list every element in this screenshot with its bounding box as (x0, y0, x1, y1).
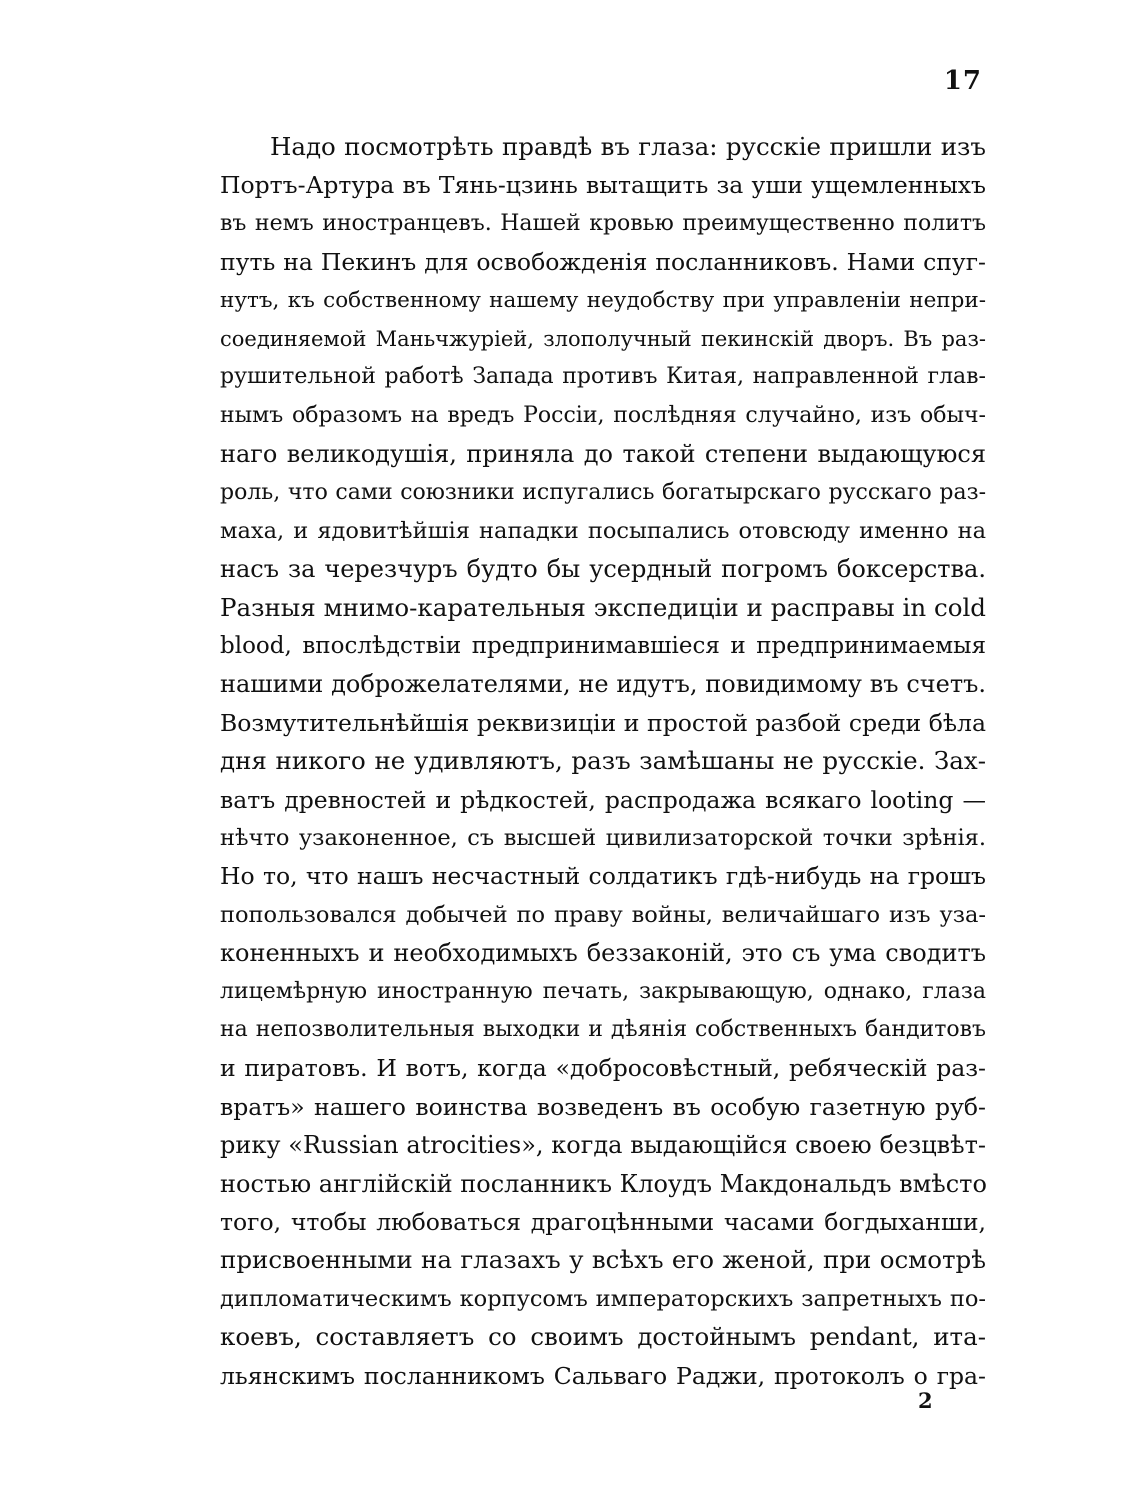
text-line: въ немъ иностранцевъ. Нашей кровью преимущественно политъ (220, 210, 986, 236)
text-line: льянскимъ посланникомъ Сальваго Раджи, протоколъ о гра- (220, 1361, 986, 1390)
text-line: роль, что сами союзники испугались богатырскаго русскаго раз- (220, 479, 986, 505)
body-text (220, 128, 986, 1395)
text-line: нашими доброжелателями, не идутъ, повидимому въ счетъ. (220, 670, 986, 699)
text-line: присвоенными на глазахъ у всѣхъ его женой, при осмотрѣ (220, 1245, 986, 1275)
text-line: Разныя мнимо-карательныя экспедиціи и расправы in cold (220, 592, 986, 622)
text-line: рику «Russian atrocities», когда выдающійся своею безцвѣт- (220, 1131, 986, 1160)
text-line: коненныхъ и необходимыхъ беззаконій, это съ ума сводитъ (220, 939, 986, 968)
page-number: 17 (943, 66, 982, 96)
text-line: путь на Пекинъ для освобожденія посланниковъ. Нами спуг- (220, 248, 986, 277)
text-line: лицемѣрную иностранную печать, закрывающую, однако, глаза (220, 978, 986, 1004)
text-line: Надо посмотрѣть правдѣ въ глаза: русскіе пришли изъ (270, 132, 986, 161)
text-line: маха, и ядовитѣйшія нападки посыпались отовсюду именно на (220, 517, 986, 544)
text-line: на непозволительныя выходки и дѣянія собственныхъ бандитовъ (220, 1016, 986, 1042)
text-line: и пиратовъ. И вотъ, когда «добросовѣстный, ребяческій раз- (220, 1054, 986, 1083)
text-line: вратъ» нашего воинства возведенъ въ особую газетную руб- (220, 1092, 986, 1121)
text-line: насъ за черезчуръ будто бы усердный погромъ боксерства. (220, 555, 986, 584)
signature-mark: 2 (918, 1388, 933, 1413)
text-line: дня никого не удивляютъ, разъ замѣшаны не русскіе. Зах- (220, 746, 986, 776)
text-line: нутъ, къ собственному нашему неудобству при управленіи непри- (220, 287, 986, 313)
text-line: того, чтобы любоваться драгоцѣнными часами богдыханши, (220, 1207, 986, 1236)
text-line: дипломатическимъ корпусомъ императорскихъ запретныхъ по- (220, 1285, 986, 1312)
text-line: ватъ древностей и рѣдкостей, распродажа всякаго looting — (220, 785, 986, 814)
text-line: Портъ-Артура въ Тянь-цзинь вытащить за уши ущемленныхъ (220, 171, 986, 200)
text-line: Возмутительнѣйшія реквизиціи и простой разбой среди бѣла (220, 708, 986, 737)
text-line: наго великодушія, приняла до такой степени выдающуюся (220, 440, 986, 469)
text-line: blood, впослѣдствіи предпринимавшіеся и предпринимаемыя (220, 633, 986, 660)
text-line: нѣчто узаконенное, съ высшей цивилизаторской точки зрѣнія. (220, 825, 986, 852)
text-line: Но то, что нашъ несчастный солдатикъ гдѣ-нибудь на грошъ (220, 862, 986, 891)
text-line: рушительной работѣ Запада противъ Китая, направленной глав- (220, 364, 986, 390)
text-line: ностью англійскій посланникъ Клоудъ Макдональдъ вмѣсто (220, 1169, 987, 1198)
text-line: коевъ, составляетъ со своимъ достойнымъ pendant, ита- (220, 1322, 986, 1352)
text-line: попользовался добычей по праву войны, величайшаго изъ уза- (220, 901, 986, 928)
text-line: соединяемой Маньчжуріей, злополучный пекинскій дворъ. Въ раз- (220, 326, 986, 351)
text-line: нымъ образомъ на вредъ Россіи, послѣдняя случайно, изъ обыч- (220, 402, 986, 428)
